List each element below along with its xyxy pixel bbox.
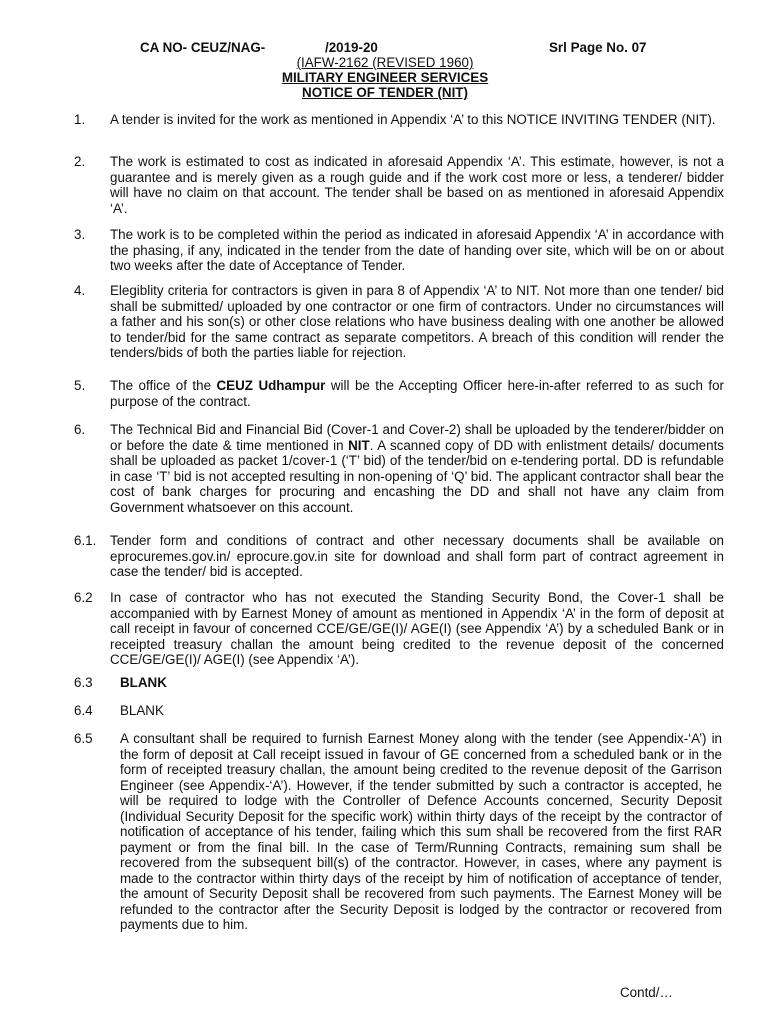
paragraph-number: 6.4 (74, 703, 93, 718)
paragraph-number: 5. (74, 378, 86, 393)
contract-year: /2019-20 (325, 40, 378, 55)
text-segment: will be the Accepting Officer here-in-after referred to as such for purpose of the contract. (110, 378, 724, 409)
text-segment: . A scanned copy of DD with enlistment details/ documents shall be uploaded as packet 1/cover-1 (‘T’ bid) of the tender/bid on e-tendering portal. DD is refundable in case ‘T’ bid is not accepted resulting in non-opening of ‘Q’ bid. The applicant contractor shall bear the cost of bank charges for procuring and encashing the DD and shall not have any claim from Government whatsoever on this account. (110, 437, 724, 515)
paragraph-text: A tender is invited for the work as mentioned in Appendix ‘A’ to this NOTICE INVITING TENDER (NIT). (110, 112, 716, 127)
paragraph-text: The work is estimated to cost as indicated in aforesaid Appendix ‘A’. This estimate, however, is not a guarantee and is merely given as a rough guide and if the work cost more or less, a tenderer/ bidder will have no claim on that account. The tender shall be based on as mentioned in aforesaid Appendix ‘A’. (110, 154, 724, 216)
paragraph-text (110, 422, 724, 515)
paragraph-number: 6.2 (74, 590, 93, 605)
paragraph-text: Tender form and conditions of contract and other necessary documents shall be available on eprocuremes.gov.in/ eprocure.gov.in site for download and shall form part of contract agreement in case the tender/ bid is accepted. (110, 533, 724, 579)
paragraph-text: The work is to be completed within the period as indicated in aforesaid Appendix ‘A’ in accordance with the phasing, if any, indicated in the tender from the date of handing over site, which will be on or about two weeks after the date of Acceptance of Tender. (110, 227, 724, 273)
paragraph-number: 2. (74, 154, 86, 169)
accepting-office-name: CEUZ Udhampur (216, 378, 326, 393)
organization-name: MILITARY ENGINEER SERVICES (281, 70, 489, 85)
text-segment: The Technical Bid and Financial Bid (Cover-1 and Cover-2) shall be uploaded by the tenderer/bidder on or before the date & time mentioned in (110, 422, 724, 453)
nit-emphasis: NIT (348, 437, 370, 453)
paragraph-text: In case of contractor who has not executed the Standing Security Bond, the Cover-1 shall be accompanied with by Earnest Money of amount as mentioned in Appendix ‘A’ in the form of deposit at call receipt in favour of concerned CCE/GE/GE(I)/ AGE(I) (see Appendix ‘A’) by a scheduled Bank or in receipted treasury challan the amount being credited to the revenue deposit of the concerned CCE/GE/GE(I)/ AGE(I) (see Appendix ‘A’). (110, 590, 724, 667)
paragraph-text: A consultant shall be required to furnish Earnest Money along with the tender (see Appendix-‘A’) in the form of deposit at Call receipt issued in favour of GE concerned from a scheduled bank or in the form of receipted treasury challan, the amount being credited to the revenue deposit of the Garrison Engineer (see Appendix-‘A’). However, if the tender submitted by such a contractor is accepted, he will be required to lodge with the Controller of Defence Accounts concerned, Security Deposit (Individual Security Deposit for the specific work) within thirty days of the receipt by the contractor of notification of acceptance of his tender, failing which this sum shall be recovered from the first RAR payment or from the final bill. In the case of Term/Running Contracts, remaining sum shall be recovered from the subsequent bill(s) of the contractor. However, in cases, where any payment is made to the contractor within thirty days of the receipt by him of notification of acceptance of tender, the amount of Security Deposit shall be recovered from such payments. The Earnest Money will be refunded to the contractor after the Security Deposit is lodged by the contractor or recovered from payments due to him. (120, 731, 722, 932)
paragraph-number: 4. (74, 283, 86, 298)
serial-page-number: Srl Page No. 07 (549, 40, 647, 55)
paragraph-text: BLANK (120, 675, 167, 690)
paragraph-number: 6.3 (74, 675, 93, 690)
paragraph-number: 6.5 (74, 731, 93, 746)
paragraph-number: 6. (74, 422, 86, 437)
paragraph-text (110, 378, 724, 409)
paragraph-number: 6.1. (74, 533, 97, 548)
iafw-reference: (IAFW-2162 (REVISED 1960) (296, 55, 474, 70)
document-title: NOTICE OF TENDER (NIT) (302, 85, 468, 100)
continued-marker: Contd/… (620, 985, 673, 1000)
paragraph-number: 3. (74, 227, 86, 242)
paragraph-number: 1. (74, 112, 86, 127)
paragraph-text: Elegiblity criteria for contractors is given in para 8 of Appendix ‘A’ to NIT. Not more than one tender/ bid shall be submitted/ uploaded by one contractor or one firm of contractors. Under no circumstances will a father and his son(s) or other close relations who have business dealing with one another be allowed to tender/bid for the same contract as separate competitors. A breach of this condition will render the tenders/bids of both the parties liable for rejection. (110, 283, 724, 360)
ca-number: CA NO- CEUZ/NAG- (140, 40, 266, 55)
paragraph-text: BLANK (120, 703, 164, 718)
text-segment: The office of the (110, 378, 217, 393)
